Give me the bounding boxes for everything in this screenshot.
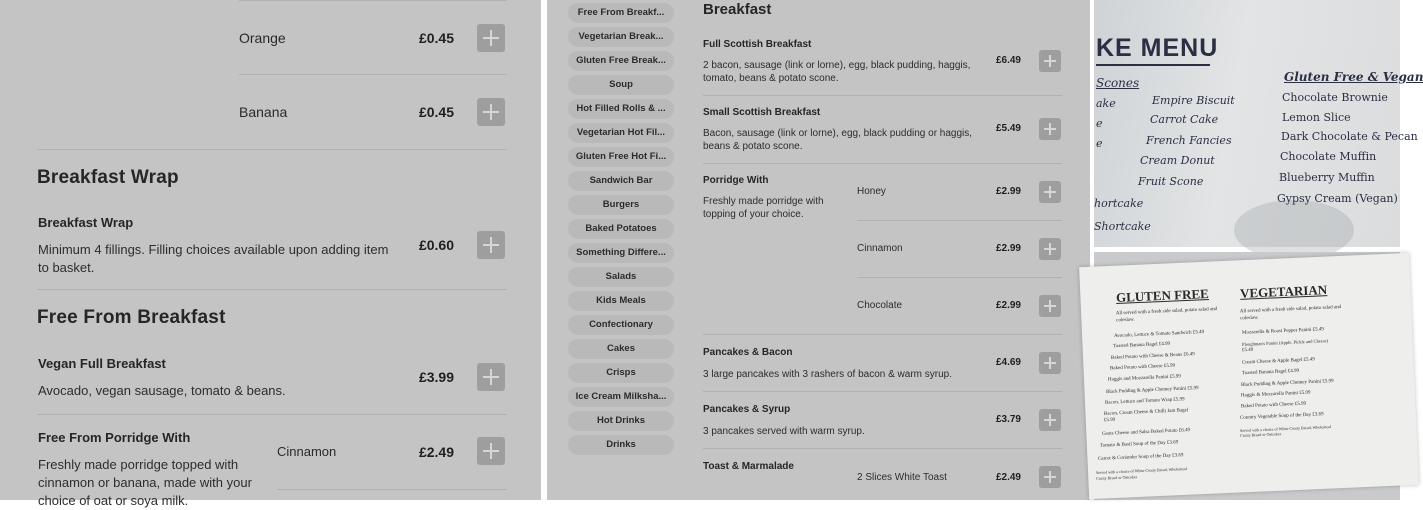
title-underline [1096,64,1210,66]
item-description: 3 large pancakes with 3 rashers of bacon & warm syrup. [703,369,953,380]
menu-text: Shortcake [1094,220,1151,233]
menu-text: Ploughman's Panini (Apple, Pickle and Cheese) [1241,338,1329,347]
item-title: Vegan Full Breakfast [38,356,166,371]
option-name: Honey [857,186,886,197]
divider [857,220,1062,221]
divider [857,277,1062,278]
divider [703,448,1062,449]
item-title: Small Scottish Breakfast [703,107,821,118]
category-pill[interactable]: Kids Meals [568,291,674,311]
menu-text: Crusty Bread or Oatcakes [1239,431,1282,438]
menu-text: French Fancies [1146,134,1232,147]
item-name: Banana [239,104,288,120]
add-to-basket-button[interactable] [1039,181,1061,203]
menu-text: ake [1096,97,1116,110]
menu-panel-middle [547,0,1090,500]
menu-text: Gypsy Cream (Vegan) [1277,192,1398,205]
item-title: Pancakes & Syrup [703,404,791,415]
section-heading: Free From Breakfast [37,307,226,328]
divider [277,489,507,490]
item-description: Freshly made porridge topped with cinnamon or banana, made with your choice of oat or soya milk. [38,457,252,508]
section-heading: GLUTEN FREE [1115,285,1210,306]
item-price: £6.49 [995,55,1021,66]
divider [703,334,1062,335]
menu-text: Cream Donut [1140,154,1215,167]
category-pill[interactable]: Confectionary [568,315,674,335]
item-price: £3.99 [418,369,454,385]
category-pill[interactable]: Cakes [568,339,674,359]
item-description: 3 pancakes served with warm syrup. [703,426,865,437]
category-pill[interactable]: Burgers [568,195,674,215]
menu-text: Fruit Scone [1138,175,1204,188]
menu-text: Black Pudding & Apple Chutney Panini £5.99 [1105,385,1199,396]
add-to-basket-button[interactable] [477,437,505,465]
menu-text: Black Pudding & Apple Chutney Panini £5.99 [1240,378,1334,389]
item-title: Breakfast Wrap [38,215,134,230]
add-to-basket-button[interactable] [477,363,505,391]
menu-text: Haggis & Mozzarella Panini £5.99 [1240,390,1311,399]
category-pill[interactable]: Something Differe... [568,243,674,263]
item-price: £0.60 [418,237,454,253]
add-to-basket-button[interactable] [1039,409,1061,431]
item-title: Pancakes & Bacon [703,347,793,358]
menu-text: Haggis and Mozzarella Panini £5.99 [1107,374,1181,383]
menu-text: e [1096,137,1103,150]
add-to-basket-button[interactable] [1039,238,1061,260]
item-price: £0.45 [418,104,454,120]
add-to-basket-button[interactable] [1039,295,1061,317]
section-heading: Breakfast [703,1,772,18]
photo-reflection [1234,200,1354,260]
category-pill[interactable]: Vegetarian Hot Fil... [568,123,674,143]
category-pill[interactable]: Sandwich Bar [568,171,674,191]
menu-text: Served with a choice of White Crusty Bread, Wholemeal [1239,424,1332,433]
divider [37,289,507,290]
menu-text: Baked Potato with Cheese £5.99 [1240,401,1307,410]
menu-text: Tomato & Basil Soup of the Day £3.69 [1099,440,1179,449]
menu-title: KE MENU [1096,34,1219,62]
category-pill[interactable]: Salads [568,267,674,287]
category-pill[interactable]: Free From Breakf... [568,3,674,23]
item-description: Freshly made porridge with topping of your choice. [703,196,824,220]
menu-text: Chocolate Brownie [1282,91,1388,104]
item-price: £2.99 [995,300,1021,311]
section-heading: Scones [1096,76,1140,90]
add-to-basket-button[interactable] [477,98,505,126]
menu-text: Toasted Banana Bagel £4.99 [1241,368,1300,377]
divider [703,391,1062,392]
menu-text: Baked Potato with Cheese & Beans £6.49 [1110,352,1195,361]
item-name: Orange [239,30,286,46]
category-pill[interactable]: Hot Filled Rolls & ... [568,99,674,119]
printed-menu-photo [1094,252,1400,500]
menu-text: Served with a choice of White Crusty Bread, Wholemeal [1095,466,1188,475]
menu-text: Cream Cheese & Apple Bagel £5.49 [1241,357,1315,366]
item-title: Full Scottish Breakfast [703,39,812,50]
category-pill[interactable]: Soup [568,75,674,95]
category-pill[interactable]: Ice Cream Milksha... [568,387,674,407]
category-pill[interactable]: Gluten Free Hot Fi... [568,147,674,167]
item-title: Free From Porridge With [38,430,191,445]
item-title: Porridge With [703,175,769,186]
menu-text: hortcake [1094,197,1144,210]
option-name: Cinnamon [857,243,903,254]
menu-text: Bacon, Lettuce and Tomato Wrap £5.99 [1104,397,1185,406]
menu-text: Dark Chocolate & Pecan [1281,130,1418,143]
divider [37,414,507,415]
category-pill[interactable]: Hot Drinks [568,411,674,431]
menu-text: Lemon Slice [1282,111,1351,124]
menu-text: Mozzarella & Roast Pepper Panini £5.49 [1241,327,1325,336]
item-price: £3.79 [995,414,1021,425]
option-name: Cinnamon [277,444,337,459]
add-to-basket-button[interactable] [1039,50,1061,72]
item-price: £2.49 [418,444,454,460]
add-to-basket-button[interactable] [477,231,505,259]
category-pill[interactable]: Vegetarian Break... [568,27,674,47]
menu-text: Empire Biscuit [1152,94,1235,107]
item-description: Bacon, sausage (link or lorne), egg, black pudding or haggis, beans & potato scone. [703,128,973,152]
item-description: 2 bacon, sausage (link or lorne), egg, black pudding, haggis, tomato, beans & potato scone. [703,60,971,84]
add-to-basket-button[interactable] [1039,118,1061,140]
menu-text: Blueberry Muffin [1279,171,1375,184]
section-heading: VEGETARIAN [1239,282,1328,301]
item-price: £0.45 [418,30,454,46]
section-heading: Gluten Free & Vegan [1284,70,1423,84]
menu-text: Crusty Bread or Oatcakes [1095,474,1138,481]
item-description: Avocado, vegan sausage, tomato & beans. [38,383,286,398]
category-pill[interactable]: Drinks [568,435,674,455]
menu-panel-left [0,0,541,508]
category-pill[interactable]: Crisps [568,363,674,383]
menu-text: e [1096,117,1103,130]
menu-text: Carrot & Coriander Soup of the Day £3.69 [1097,453,1184,462]
menu-text: Bacon, Cream Cheese & Chilli Jam Bagel [1103,408,1189,417]
divider [703,95,1062,96]
menu-text: All served with a fresh side salad, potato salad and coleslaw. [1239,304,1342,322]
item-price: £5.49 [995,123,1021,134]
divider [703,163,1062,164]
divider [239,0,507,1]
divider [37,149,507,150]
item-title: Toast & Marmalade [703,461,794,472]
menu-text: Goats Cheese and Salsa Baked Potato £6.49 [1101,428,1191,437]
menu-text: Carrot Cake [1150,113,1219,126]
item-price: £2.49 [995,472,1021,483]
add-to-basket-button[interactable] [477,24,505,52]
menu-text: Chocolate Muffin [1280,150,1377,163]
item-price: £2.99 [995,186,1021,197]
item-price: £4.69 [995,357,1021,368]
menu-text: Toasted Banana Bagel £4.99 [1112,341,1171,350]
category-pill[interactable]: Gluten Free Break... [568,51,674,71]
add-to-basket-button[interactable] [1039,466,1061,488]
add-to-basket-button[interactable] [1039,352,1061,374]
menu-text: Avocado, Lettuce & Tomato Sandwich £5.49 [1113,330,1205,339]
menu-text: £5.49 [1241,347,1254,354]
option-name: 2 Slices White Toast [857,472,947,483]
category-pill[interactable]: Baked Potatoes [568,219,674,239]
section-heading: Breakfast Wrap [37,167,179,188]
divider [239,74,507,75]
item-price: £2.99 [995,243,1021,254]
cake-menu-photo [1094,0,1423,247]
menu-text: £5.99 [1103,417,1116,424]
item-description: Minimum 4 fillings. Filling choices available upon adding item to basket. [38,242,389,275]
menu-text: All served with a fresh side salad, potato salad and coleslaw. [1115,306,1218,324]
menu-text: Country Vegetable Soup of the Day £3.69 [1239,412,1324,421]
menu-text: Baked Potato with Cheese £5.99 [1109,363,1176,372]
option-name: Chocolate [857,300,903,311]
